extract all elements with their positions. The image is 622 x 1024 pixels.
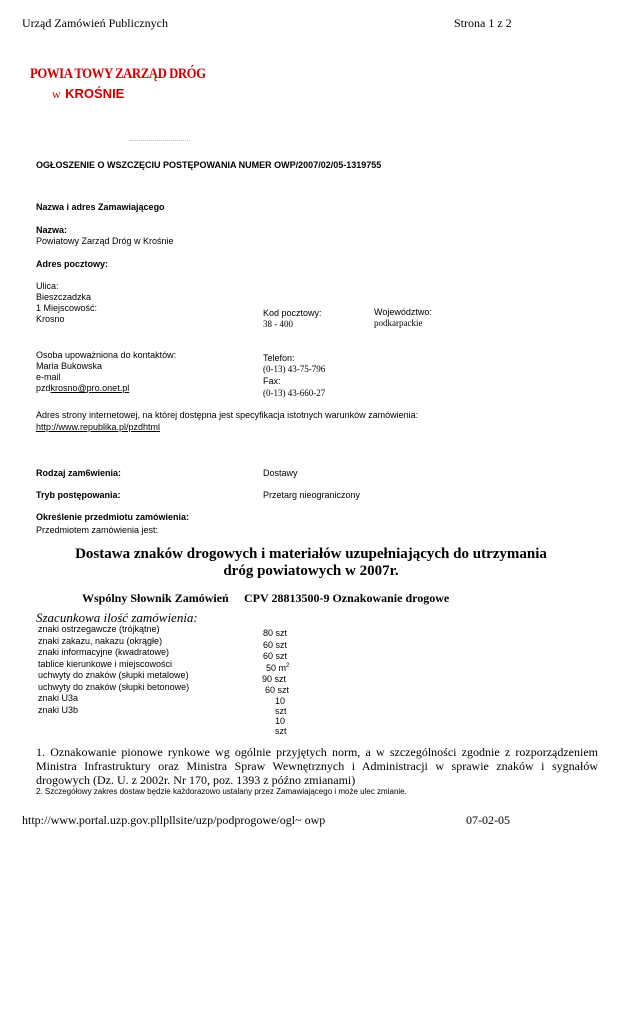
order-type-label: Rodzaj zam6wienia: (36, 468, 122, 478)
logo-line2 (52, 85, 124, 103)
quantity: 80 szt (263, 628, 288, 638)
paragraph-1: 1. Oznakowanie pionowe rynkowe wg ogólnie przyjętych norm, a w szczególności zgodnie z rozporządzeniem Ministra Infrastruktury oraz Ministra Spraw Wewnętrznych i Administracji w sprawie znaków i sygnałów drogowych (Dz. U. z 2002r. Nr 170, poz. 1393 z późno zmianami) (36, 745, 598, 787)
name-value: Powiatowy Zarząd Dróg w Krośnie (36, 236, 174, 246)
website-label: Adres strony internetowej, na której dostępna jest specyfikacja istotnych warunków zamówienia: (36, 410, 419, 420)
quantity: 10 (275, 696, 286, 706)
footer-url: http://www.portal.uzp.gov.pllpllsite/uzp/podprogowe/ogl~ owp (22, 813, 326, 827)
notice-title: OGŁOSZENIE O WSZCZĘCIU POSTĘPOWANIA NUMER OWP/2007/02/05-1319755 (36, 160, 382, 170)
section-name-address: Nazwa i adres Zamawiającego (36, 202, 165, 212)
street-number-city-label: 1 Miejscowość: (36, 303, 98, 313)
list-item: znaki ostrzegawcze (trójkątne) (38, 624, 160, 634)
email-link[interactable]: krosno@pro.onet.pl (50, 383, 130, 393)
logo-line2-prefix: w (52, 87, 61, 101)
footer-date: 07-02-05 (466, 813, 510, 827)
logo-line2-main: KROŚNIE (65, 86, 125, 101)
quantity-area (266, 663, 289, 673)
email-prefix: pzd (36, 383, 51, 393)
list-item: znaki zakazu, nakazu (okrągłe) (38, 635, 163, 646)
square-mark: 2 (286, 663, 290, 669)
contact-name: Maria Bukowska (36, 361, 103, 371)
quantity: 90 szt (262, 674, 287, 684)
list-item: tablice kierunkowe i miejscowości (38, 658, 173, 669)
list-item: uchwyty do znaków (słupki betonowe) (38, 681, 190, 692)
procedure-value: Przetarg nieograniczony (263, 490, 361, 500)
main-title-line1: Dostawa znaków drogowych i materiałów uzupełniających do utrzymania (75, 546, 547, 562)
list-item: znaki U3b (38, 704, 79, 715)
logo-line1: POWIA TOWY ZARZĄD DRÓG (30, 66, 206, 82)
voivodeship-label: Województwo: (374, 307, 432, 317)
quantity: 60 szt (265, 685, 290, 695)
order-type-value: Dostawy (263, 468, 298, 478)
list-item: znaki U3a (38, 693, 79, 703)
list-item: uchwyty do znaków (słupki metalowe) (38, 670, 189, 680)
postal-address-label: Adres pocztowy: (36, 259, 109, 269)
subject-intro: Przedmiotem zamówienia jest: (36, 525, 159, 535)
items-list (38, 624, 189, 716)
voivodeship-value: podkarpackie (374, 318, 423, 328)
quantity: 60 szt (263, 651, 288, 661)
list-item: znaki informacyjne (kwadratowe) (38, 647, 170, 657)
paragraph-2: 2. Szczegółowy zakres dostaw będzie każdorazowo ustalany przez Zamawiającego i może ulec zmianie. (36, 787, 407, 796)
procedure-label: Tryb postępowania: (36, 490, 121, 500)
quantity: 10 (275, 716, 286, 726)
vocab-label: Wspólny Słownik Zamówień (82, 591, 229, 605)
postal-code-label: Kod pocztowy: (263, 308, 322, 318)
website-link[interactable]: http://www.republika.pl/pzdhtml (36, 422, 161, 432)
phone-value: (0-13) 43-75-796 (263, 364, 326, 374)
decorative-divider (130, 140, 190, 141)
fax-value: (0-13) 43-660-27 (263, 388, 326, 398)
header-page-number: Strona 1 z 2 (454, 16, 512, 30)
quantity: szt (275, 706, 287, 716)
quantity: szt (275, 726, 287, 736)
name-label: Nazwa: (36, 225, 68, 235)
phone-label: Telefon: (263, 353, 295, 363)
postal-code-value: 38 - 400 (263, 319, 293, 329)
city-value: Krosno (36, 314, 65, 324)
quantity: 50 m (266, 663, 287, 673)
estimate-label: Szacunkowa ilość zamówienia: (36, 610, 198, 625)
email-label: e-mail (36, 372, 61, 382)
subject-label: Określenie przedmiotu zamówienia: (36, 512, 190, 522)
fax-label: Fax: (263, 376, 281, 386)
street-value: Bieszczadzka (36, 292, 92, 302)
header-left: Urząd Zamówień Publicznych (22, 16, 168, 30)
cpv-value: CPV 28813500-9 Oznakowanie drogowe (244, 591, 450, 605)
main-title-line2: dróg powiatowych w 2007r. (223, 563, 399, 579)
street-label: Ulica: (36, 281, 59, 291)
email (36, 383, 129, 393)
quantity: 60 szt (263, 640, 288, 650)
contact-label: Osoba upoważniona do kontaktów: (36, 350, 177, 360)
